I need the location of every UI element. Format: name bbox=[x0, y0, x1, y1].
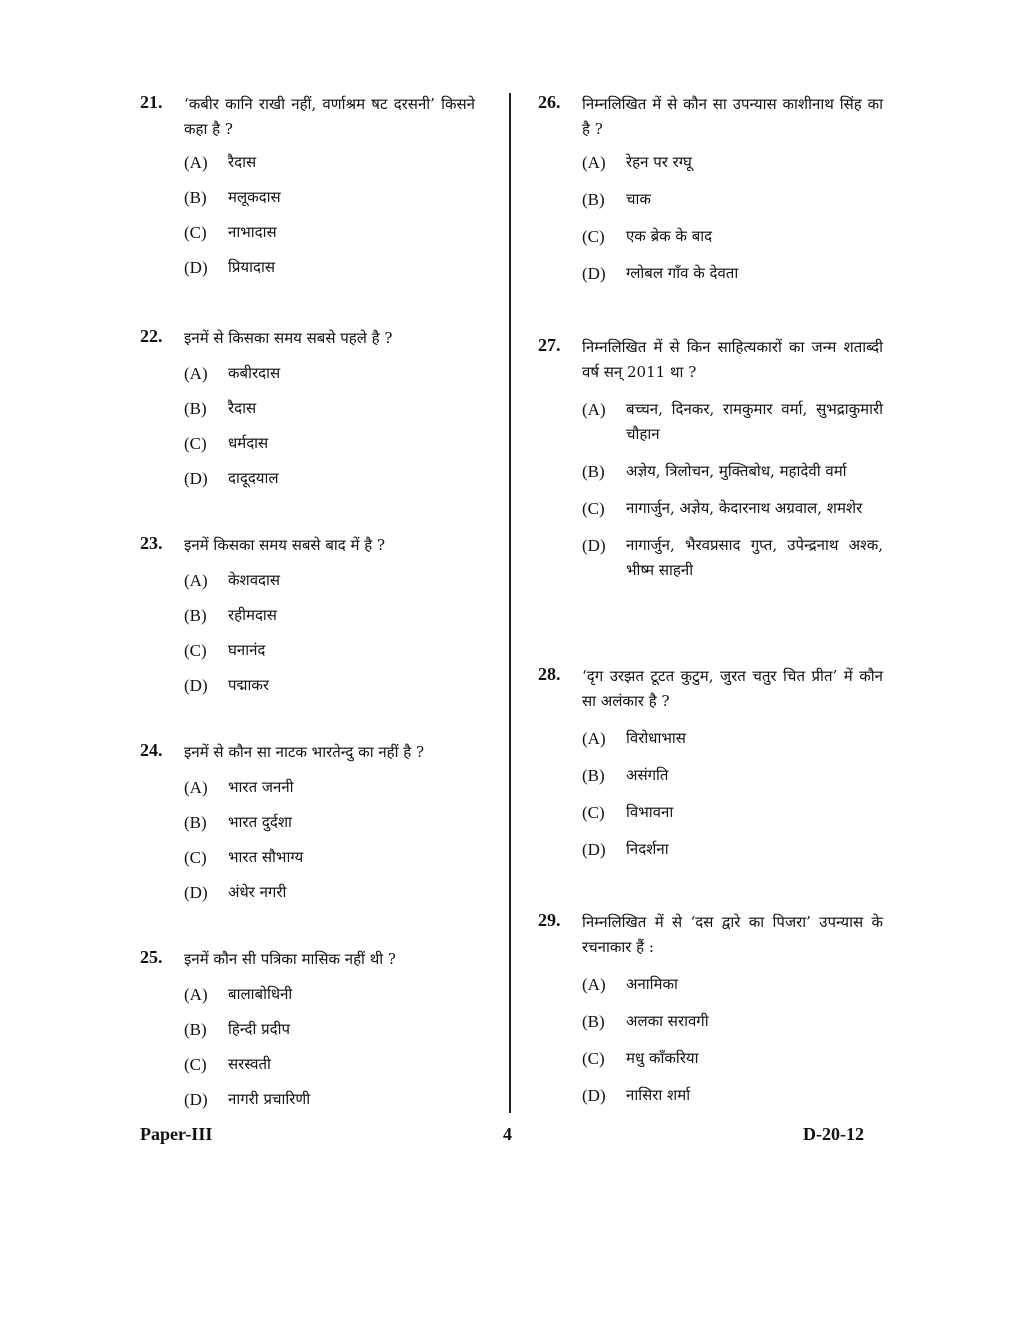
column-divider bbox=[509, 93, 511, 1113]
option-label: (D) bbox=[582, 840, 606, 859]
option-text: ग्लोबल गाँव के देवता bbox=[626, 264, 739, 282]
footer-paper-label: Paper-III bbox=[140, 1124, 213, 1144]
option-text: दादूदयाल bbox=[228, 469, 279, 487]
option-label: (D) bbox=[184, 258, 208, 277]
option-label: (D) bbox=[184, 883, 208, 902]
question-text: इनमें से कौन सा नाटक भारतेन्दु का नहीं है ? bbox=[184, 743, 425, 761]
option-label: (C) bbox=[184, 434, 207, 453]
option-c bbox=[184, 845, 475, 870]
option-text: भारत जननी bbox=[228, 778, 294, 796]
question-text: निम्नलिखित में से ‘दस द्वारे का पिजरा’ उपन्यास के रचनाकार हैं : bbox=[582, 913, 883, 956]
option-label: (B) bbox=[582, 1012, 605, 1031]
option-text: असंगति bbox=[626, 766, 669, 784]
option-text: रैदास bbox=[228, 153, 257, 171]
option-b bbox=[184, 1017, 475, 1042]
option-text: भारत सौभाग्य bbox=[228, 848, 304, 866]
option-a bbox=[582, 397, 883, 447]
option-b bbox=[582, 187, 883, 212]
question-text: इनमें कौन सी पत्रिका मासिक नहीं थी ? bbox=[184, 950, 396, 968]
question-25 bbox=[140, 947, 475, 1112]
option-text: अलका सरावगी bbox=[626, 1012, 709, 1030]
option-b bbox=[582, 1009, 883, 1034]
question-number: 25. bbox=[140, 947, 163, 967]
option-label: (B) bbox=[582, 462, 605, 481]
option-b bbox=[184, 396, 475, 421]
question-number: 29. bbox=[538, 910, 561, 930]
question-29 bbox=[538, 910, 883, 1108]
option-text: भारत दुर्दशा bbox=[228, 813, 292, 831]
option-label: (C) bbox=[184, 1055, 207, 1074]
option-label: (C) bbox=[582, 1049, 605, 1068]
question-text: निम्नलिखित में से किन साहित्यकारों का जन्म शताब्दी वर्ष सन् 2011 था ? bbox=[582, 338, 883, 381]
option-d bbox=[582, 261, 883, 286]
option-a bbox=[582, 150, 883, 175]
option-text: रहीमदास bbox=[228, 606, 277, 624]
option-label: (D) bbox=[582, 536, 606, 555]
option-text: रेहन पर रग्घू bbox=[626, 153, 692, 171]
option-text: पद्माकर bbox=[228, 676, 270, 694]
option-label: (D) bbox=[184, 1090, 208, 1109]
option-text: नाभादास bbox=[228, 223, 277, 241]
option-c bbox=[582, 496, 883, 521]
option-c bbox=[184, 638, 475, 663]
question-text: ‘कबीर कानि राखी नहीं, वर्णाश्रम षट दरसनी’ किसने कहा है ? bbox=[184, 95, 475, 138]
question-21 bbox=[140, 92, 475, 280]
question-text: इनमें से किसका समय सबसे पहले है ? bbox=[184, 329, 393, 347]
option-text: अज्ञेय, त्रिलोचन, मुक्तिबोध, महादेवी वर्मा bbox=[626, 462, 847, 480]
option-label: (D) bbox=[582, 264, 606, 283]
option-label: (B) bbox=[184, 399, 207, 418]
question-28 bbox=[538, 664, 883, 862]
option-b bbox=[184, 810, 475, 835]
option-d bbox=[582, 533, 883, 583]
question-text: ‘दृग उरझत टूटत कुटुम, जुरत चतुर चित प्रीत’ में कौन सा अलंकार है ? bbox=[582, 667, 883, 710]
option-c bbox=[184, 431, 475, 456]
option-text: बच्चन, दिनकर, रामकुमार वर्मा, सुभद्राकुमारी चौहान bbox=[626, 400, 883, 443]
option-text: धर्मदास bbox=[228, 434, 269, 452]
option-text: केशवदास bbox=[228, 571, 281, 589]
option-a bbox=[184, 568, 475, 593]
option-d bbox=[582, 837, 883, 862]
option-text: एक ब्रेक के बाद bbox=[626, 227, 713, 245]
question-text: इनमें किसका समय सबसे बाद में है ? bbox=[184, 536, 386, 554]
option-b bbox=[184, 185, 475, 210]
option-c bbox=[582, 1046, 883, 1071]
option-label: (A) bbox=[184, 364, 208, 383]
option-label: (B) bbox=[184, 1020, 207, 1039]
option-label: (D) bbox=[184, 676, 208, 695]
option-text: निदर्शना bbox=[626, 840, 669, 858]
option-label: (B) bbox=[184, 188, 207, 207]
question-number: 27. bbox=[538, 335, 561, 355]
option-label: (A) bbox=[184, 778, 208, 797]
option-a bbox=[184, 150, 475, 175]
option-label: (B) bbox=[582, 766, 605, 785]
option-text: नागार्जुन, अज्ञेय, केदारनाथ अग्रवाल, शमशेर bbox=[626, 499, 863, 517]
option-label: (B) bbox=[582, 190, 605, 209]
option-d bbox=[582, 1083, 883, 1108]
option-text: घनानंद bbox=[228, 641, 266, 659]
option-text: विरोधाभास bbox=[626, 729, 686, 747]
option-label: (A) bbox=[184, 571, 208, 590]
option-text: सरस्वती bbox=[228, 1055, 271, 1073]
option-text: प्रियादास bbox=[228, 258, 275, 276]
option-label: (D) bbox=[582, 1086, 606, 1105]
option-text: हिन्दी प्रदीप bbox=[228, 1020, 291, 1038]
option-a bbox=[582, 726, 883, 751]
option-text: अंधेर नगरी bbox=[228, 883, 287, 901]
option-label: (A) bbox=[184, 985, 208, 1004]
footer-exam-code: D-20-12 bbox=[803, 1124, 864, 1144]
option-text: नागार्जुन, भैरवप्रसाद गुप्त, उपेन्द्रनाथ अश्क, भीष्म साहनी bbox=[626, 536, 883, 579]
option-d bbox=[184, 880, 475, 905]
question-22 bbox=[140, 326, 475, 491]
question-26 bbox=[538, 92, 883, 286]
option-a bbox=[184, 361, 475, 386]
option-text: कबीरदास bbox=[228, 364, 281, 382]
question-number: 22. bbox=[140, 326, 163, 346]
option-a bbox=[184, 982, 475, 1007]
question-number: 24. bbox=[140, 740, 163, 760]
option-label: (A) bbox=[582, 729, 606, 748]
option-label: (C) bbox=[582, 227, 605, 246]
question-24 bbox=[140, 740, 475, 905]
option-text: नासिरा शर्मा bbox=[626, 1086, 691, 1104]
question-23 bbox=[140, 533, 475, 698]
option-c bbox=[582, 224, 883, 249]
option-a bbox=[184, 775, 475, 800]
question-27 bbox=[538, 335, 883, 583]
option-d bbox=[184, 673, 475, 698]
footer-page-number: 4 bbox=[503, 1124, 512, 1144]
option-a bbox=[582, 972, 883, 997]
option-label: (B) bbox=[184, 813, 207, 832]
option-label: (C) bbox=[582, 499, 605, 518]
option-b bbox=[582, 459, 883, 484]
option-label: (A) bbox=[184, 153, 208, 172]
option-label: (C) bbox=[184, 848, 207, 867]
option-b bbox=[582, 763, 883, 788]
option-label: (C) bbox=[184, 223, 207, 242]
option-text: अनामिका bbox=[626, 975, 678, 993]
option-label: (A) bbox=[582, 975, 606, 994]
option-text: रैदास bbox=[228, 399, 257, 417]
option-d bbox=[184, 255, 475, 280]
question-text: निम्नलिखित में से कौन सा उपन्यास काशीनाथ सिंह का है ? bbox=[582, 95, 883, 138]
option-text: मलूकदास bbox=[228, 188, 281, 206]
option-label: (C) bbox=[582, 803, 605, 822]
option-text: चाक bbox=[626, 190, 651, 208]
option-text: नागरी प्रचारिणी bbox=[228, 1090, 311, 1108]
option-c bbox=[184, 1052, 475, 1077]
question-number: 21. bbox=[140, 92, 163, 112]
option-c bbox=[582, 800, 883, 825]
option-c bbox=[184, 220, 475, 245]
option-d bbox=[184, 1087, 475, 1112]
question-number: 26. bbox=[538, 92, 561, 112]
question-number: 23. bbox=[140, 533, 163, 553]
option-label: (B) bbox=[184, 606, 207, 625]
option-text: बालाबोधिनी bbox=[228, 985, 293, 1003]
option-text: मधु काँकरिया bbox=[626, 1049, 699, 1067]
option-label: (D) bbox=[184, 469, 208, 488]
option-label: (A) bbox=[582, 400, 606, 419]
question-number: 28. bbox=[538, 664, 561, 684]
option-b bbox=[184, 603, 475, 628]
option-text: विभावना bbox=[626, 803, 674, 821]
option-label: (C) bbox=[184, 641, 207, 660]
option-d bbox=[184, 466, 475, 491]
option-label: (A) bbox=[582, 153, 606, 172]
